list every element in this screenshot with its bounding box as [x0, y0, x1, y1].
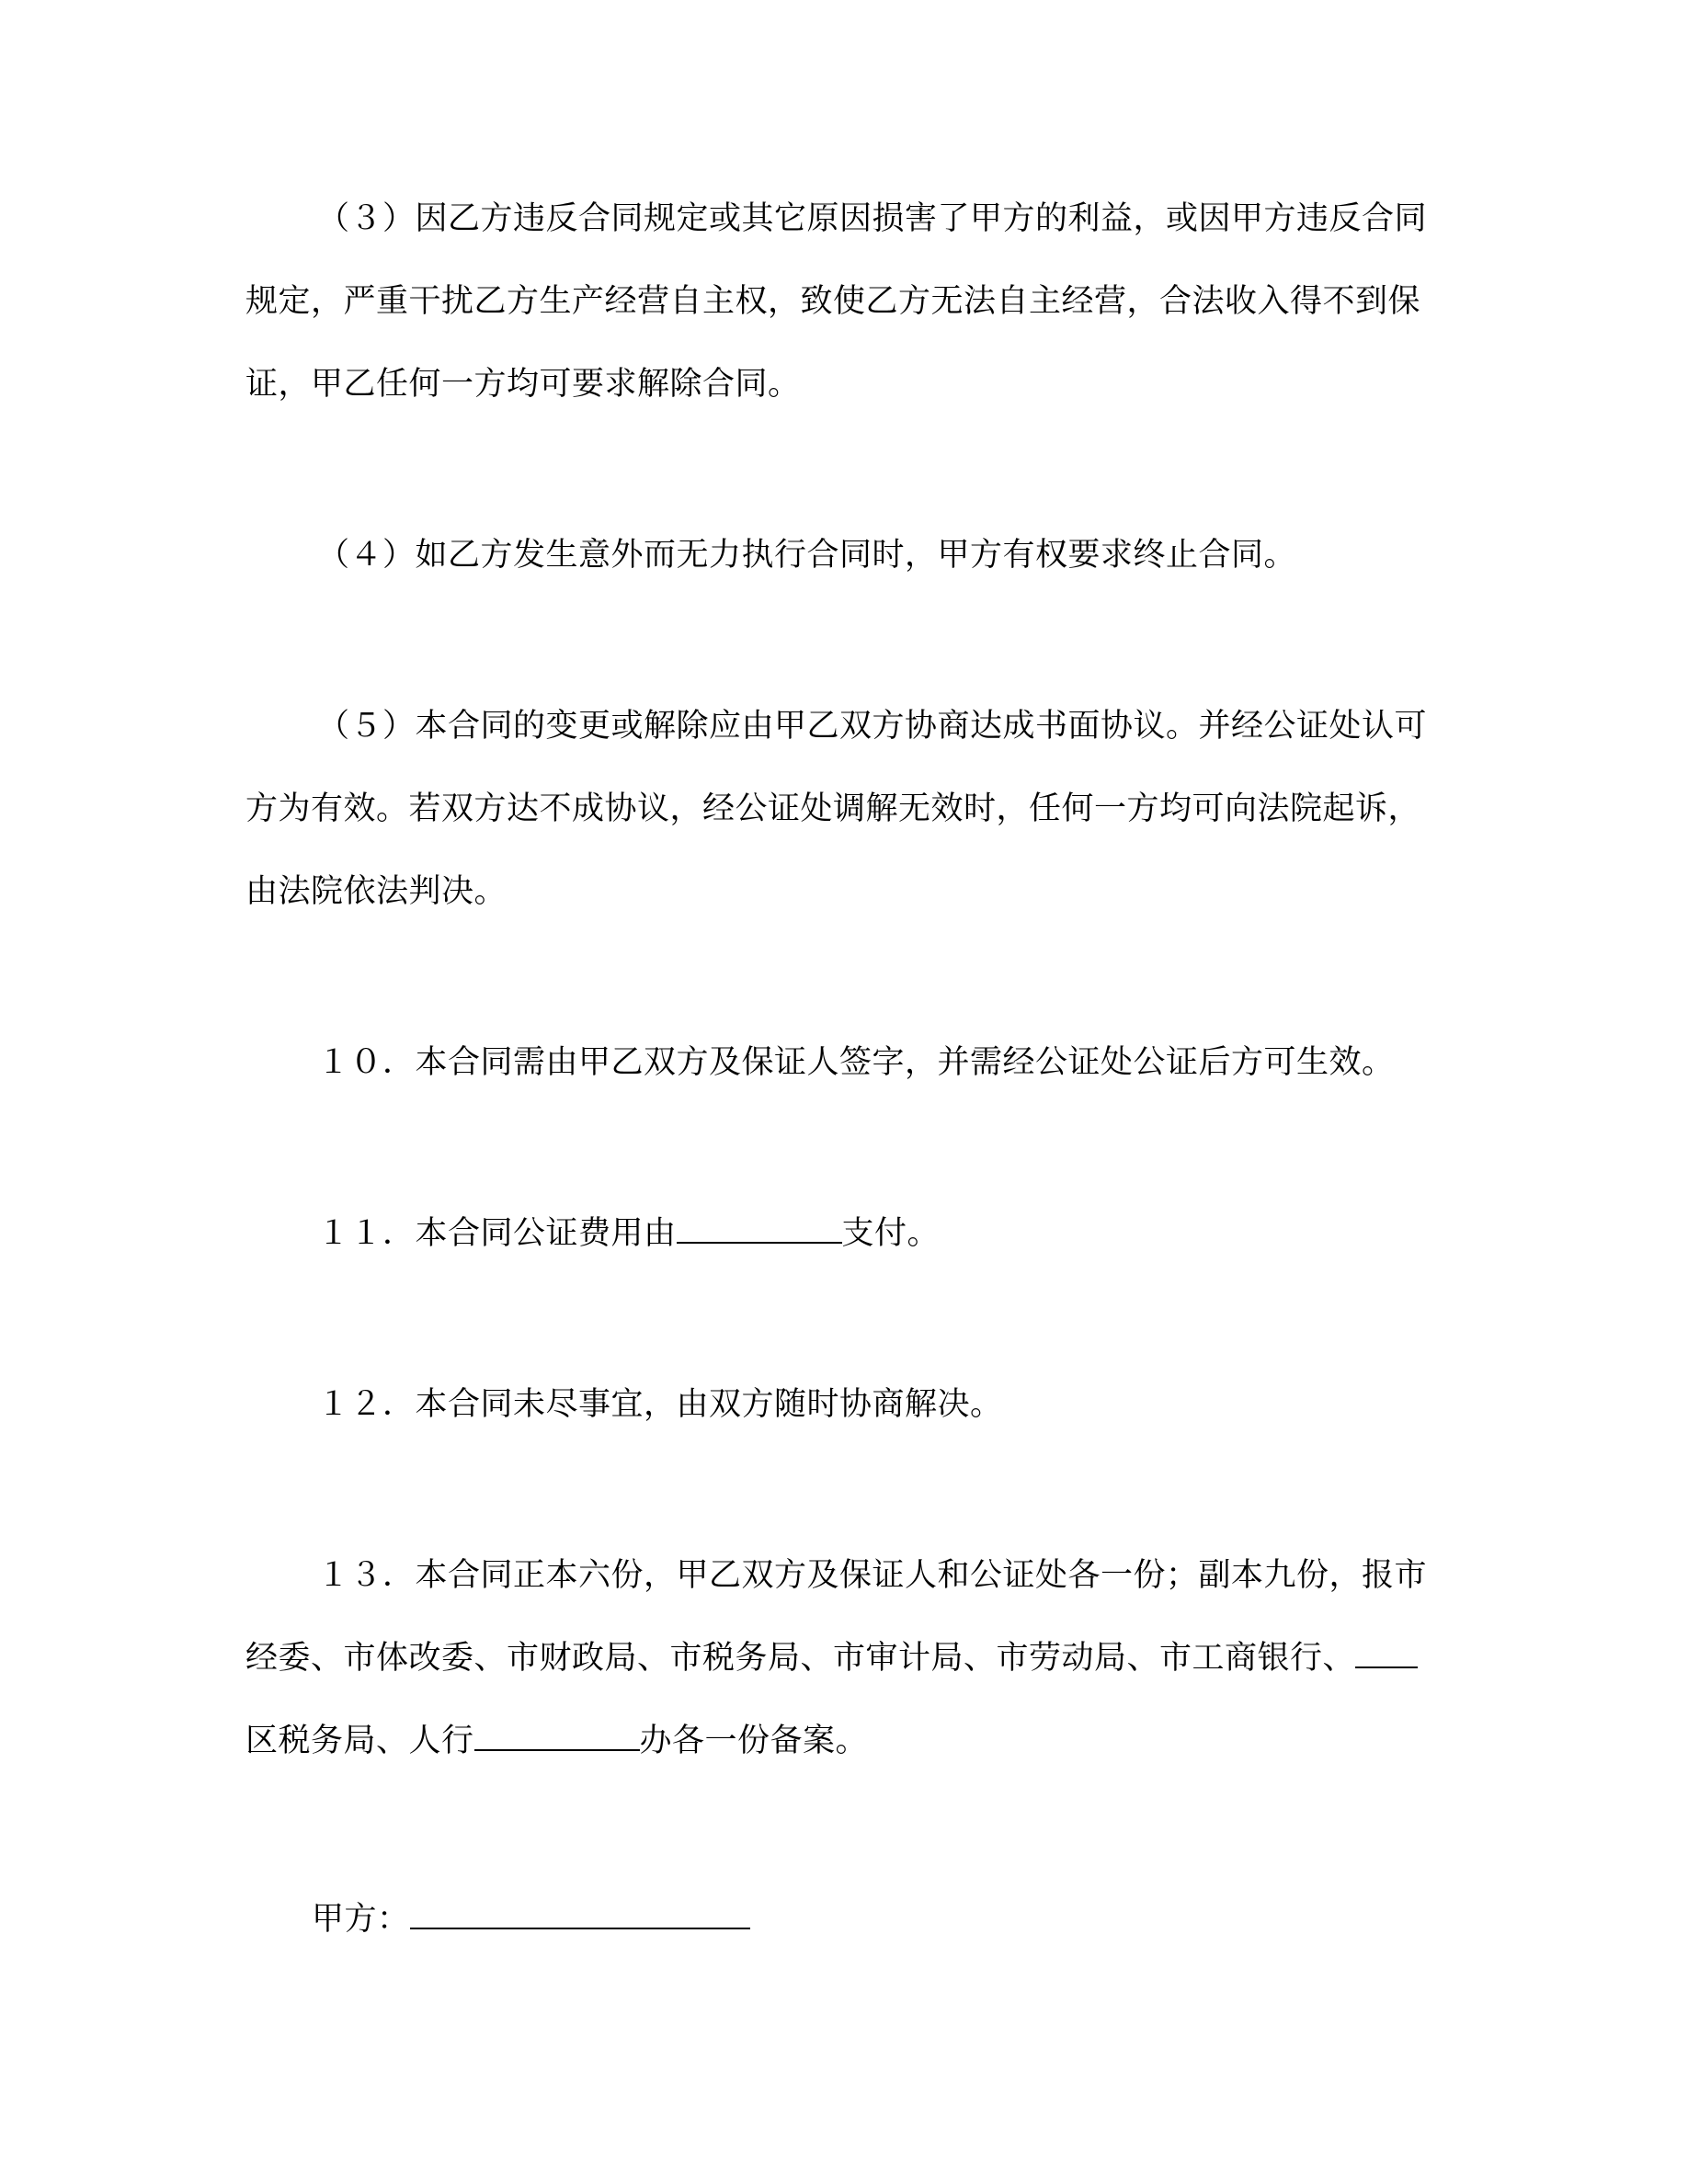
clause-5-line-1: （５）本合同的变更或解除应由甲乙双方协商达成书面协议。并经公证处认可 — [317, 708, 1428, 745]
payer-blank[interactable] — [677, 1214, 842, 1244]
clause-5-line-3: 由法院依法判决。 — [245, 873, 508, 910]
article-13-line-3-suffix: 办各一份备案。 — [639, 1723, 869, 1759]
clause-4-line-1: （４）如乙方发生意外而无力执行合同时，甲方有权要求终止合同。 — [317, 537, 1297, 574]
article-11 — [317, 1213, 1503, 1254]
bank-branch-blank[interactable] — [474, 1722, 640, 1751]
clause-5-line-2: 方为有效。若双方达不成协议，经公证处调解无效时，任何一方均可向法院起诉， — [245, 791, 1421, 827]
article-10: １０．本合同需由甲乙双方及保证人签字，并需经公证处公证后方可生效。 — [317, 1044, 1395, 1081]
district-blank[interactable] — [1355, 1639, 1418, 1668]
article-13-line-1: １３．本合同正本六份，甲乙双方及保证人和公证处各一份；副本九份，报市 — [317, 1557, 1428, 1594]
party-a-signature-blank[interactable] — [410, 1900, 750, 1929]
clause-3-line-3: 证，甲乙任何一方均可要求解除合同。 — [245, 366, 801, 403]
article-11-suffix: 支付。 — [841, 1215, 941, 1252]
clause-3-line-1: （３）因乙方违反合同规定或其它原因损害了甲方的利益，或因甲方违反合同 — [317, 200, 1428, 237]
article-13-line-2-text: 经委、市体改委、市财政局、市税务局、市审计局、市劳动局、市工商银行、 — [245, 1640, 1356, 1677]
article-13-line-3 — [245, 1721, 1431, 1761]
article-13-line-2 — [245, 1638, 1431, 1678]
article-11-prefix: １１．本合同公证费用由 — [317, 1215, 677, 1252]
party-a-signature-line — [312, 1899, 1498, 1939]
article-13-line-3-prefix: 区税务局、人行 — [245, 1723, 474, 1759]
article-12: １２．本合同未尽事宜，由双方随时协商解决。 — [317, 1386, 1003, 1423]
party-a-label: 甲方： — [312, 1901, 410, 1938]
clause-3-line-2: 规定，严重干扰乙方生产经营自主权，致使乙方无法自主经营，合法收入得不到保 — [245, 283, 1421, 320]
